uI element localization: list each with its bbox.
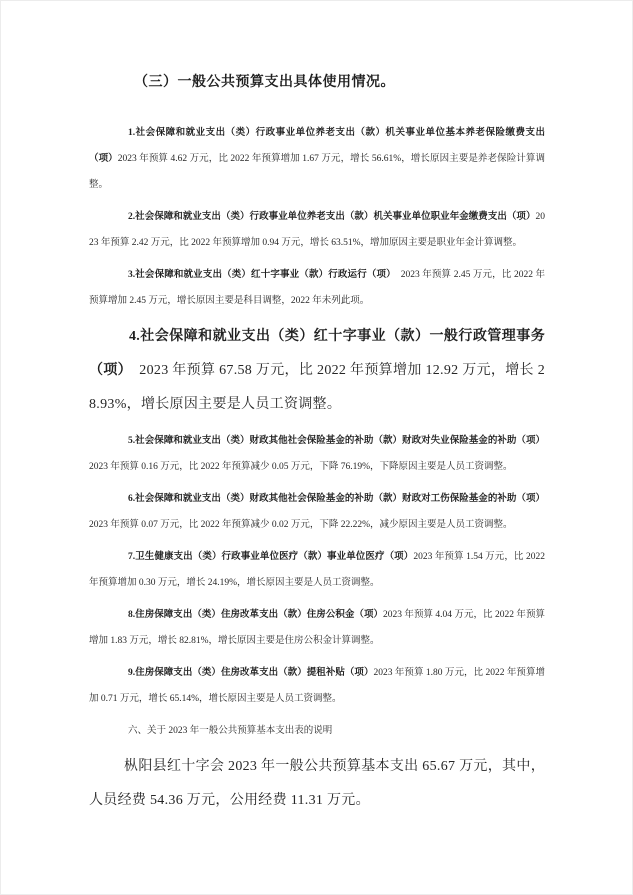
budget-item-9-title: 9.住房保障支出（类）住房改革支出（款）提租补贴（项） (128, 668, 374, 678)
budget-item-1-text: 2023 年预算 4.62 万元，比 2022 年预算增加 1.67 万元，增长 56.61%，增长原因主要是养老保险计算调整。 (89, 154, 545, 190)
budget-item-9-text: 2023 年预算 1.80 万元，比 2022 年预算增加 0.71 万元，增长 65.14%，增长原因主要是人员工资调整。 (89, 668, 545, 704)
budget-item-5 (89, 428, 545, 480)
budget-item-1-title: 1.社会保障和就业支出（类）行政事业单位养老支出（款）机关事业单位基本养老保险缴费支出（项） (89, 128, 545, 164)
budget-item-4-title: 4.社会保障和就业支出（类）红十字事业（款）一般行政管理事务（项） (89, 329, 545, 378)
budget-item-1 (89, 120, 545, 198)
budget-item-4-text: 2023 年预算 67.58 万元，比 2022 年预算增加 12.92 万元，增长 28.93%，增长原因主要是人员工资调整。 (89, 363, 545, 412)
budget-item-2-text: 2023 年预算 2.42 万元，比 2022 年预算增加 0.94 万元，增长 63.51%，增加原因主要是职业年金计算调整。 (89, 212, 545, 248)
section-heading: （三）一般公共预算支出具体使用情况。 (134, 75, 395, 90)
budget-item-4 (89, 320, 545, 422)
budget-item-8-title: 8.住房保障支出（类）住房改革支出（款）住房公积金（项） (128, 610, 384, 620)
subsection-heading: 六、关于 2023 年一般公共预算基本支出表的说明 (128, 726, 333, 736)
budget-item-8-text: 2023 年预算 4.04 万元，比 2022 年预算增加 1.83 万元，增长 82.81%，增长原因主要是住房公积金计算调整。 (89, 610, 545, 646)
budget-item-3-title: 3.社会保障和就业支出（类）红十字事业（款）行政运行（项） (128, 270, 392, 280)
budget-item-7 (89, 544, 545, 596)
budget-item-7-title: 7.卫生健康支出（类）行政事业单位医疗（款）事业单位医疗（项） (128, 552, 414, 562)
budget-item-6 (89, 486, 545, 538)
budget-item-5-title: 5.社会保障和就业支出（类）财政其他社会保险基金的补助（款）财政对失业保险基金的补助（项） (128, 436, 545, 446)
budget-item-3 (89, 262, 545, 314)
budget-item-8 (89, 602, 545, 654)
budget-item-3-text: 2023 年预算 2.45 万元，比 2022 年预算增加 2.45 万元，增长原因主要是科目调整，2022 年未列此项。 (89, 270, 545, 306)
budget-item-7-text: 2023 年预算 1.54 万元，比 2022 年预算增加 0.30 万元，增长 24.19%，增长原因主要是人员工资调整。 (89, 552, 545, 588)
budget-item-5-text: 2023 年预算 0.16 万元，比 2022 年预算减少 0.05 万元，下降 76.19%，下降原因主要是人员工资调整。 (89, 462, 513, 472)
budget-item-2-title: 2.社会保障和就业支出（类）行政事业单位养老支出（款）机关事业单位职业年金缴费支出（项） (128, 212, 536, 222)
budget-item-6-text: 2023 年预算 0.07 万元，比 2022 年预算减少 0.02 万元，下降 22.22%，减少原因主要是人员工资调整。 (89, 520, 513, 530)
budget-item-2 (89, 204, 545, 256)
budget-item-9 (89, 660, 545, 712)
budget-item-6-title: 6.社会保障和就业支出（类）财政其他社会保险基金的补助（款）财政对工伤保险基金的补助（项） (128, 494, 545, 504)
summary-paragraph: 枞阳县红十字会 2023 年一般公共预算基本支出 65.67 万元，其中，人员经费 54.36 万元，公用经费 11.31 万元。 (89, 759, 545, 808)
